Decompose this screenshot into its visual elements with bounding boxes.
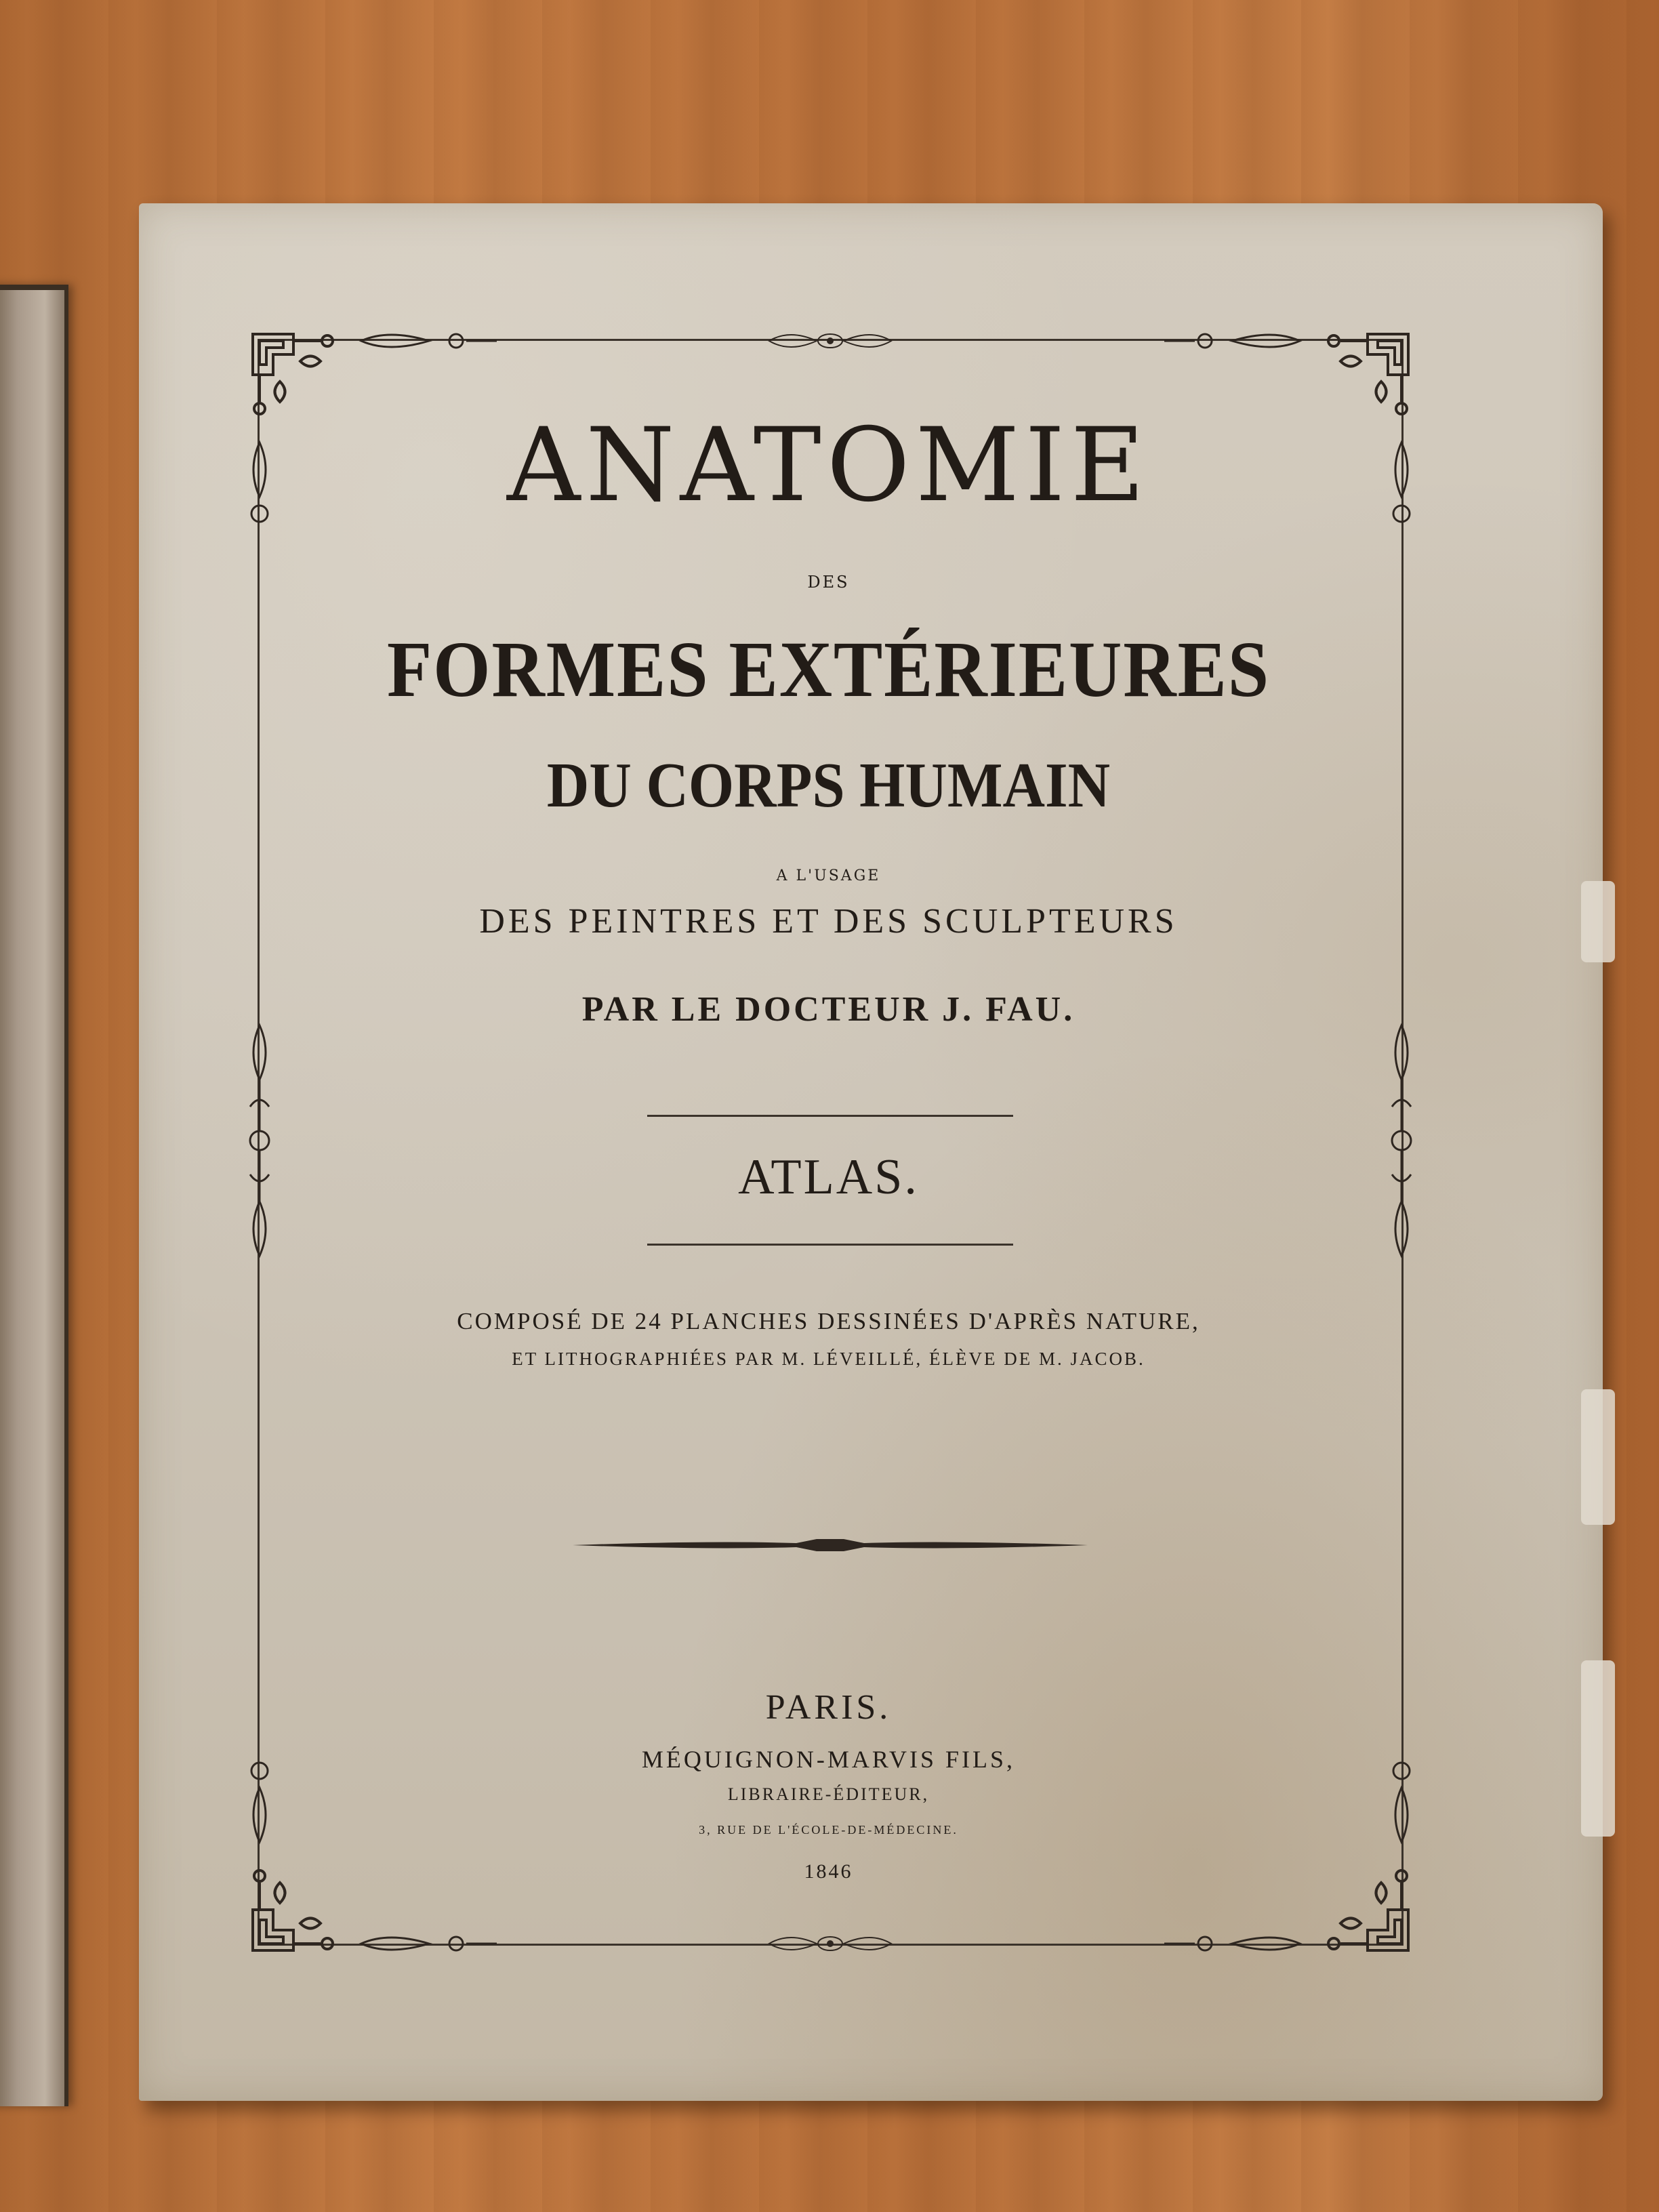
book-cover: [139, 203, 1603, 2101]
torn-edge: [1581, 1389, 1615, 1525]
torn-edge: [1581, 881, 1615, 962]
cover-publisher-role: LIBRAIRE-ÉDITEUR,: [727, 1784, 930, 1804]
cover-address: 3, RUE DE L'ÉCOLE-DE-MÉDECINE.: [699, 1823, 958, 1837]
scroll-ornament: [1388, 1019, 1415, 1263]
cover-subtitle: DES PEINTRES ET DES SCULPTEURS: [479, 902, 1178, 941]
scroll-ornament: [246, 1019, 273, 1263]
cover-usage: A L'USAGE: [776, 867, 881, 884]
scroll-ornament: [1158, 327, 1307, 354]
scroll-ornament: [1158, 1930, 1307, 1957]
cover-publisher: MÉQUIGNON-MARVIS FILS,: [641, 1746, 1016, 1773]
scroll-ornament: [756, 1930, 905, 1957]
cover-des: DES: [807, 573, 850, 592]
divider-rule: [647, 1244, 1013, 1246]
cover-compose-line2: ET LITHOGRAPHIÉES PAR M. LÉVEILLÉ, ÉLÈVE DE M. JACOB.: [512, 1349, 1145, 1369]
cover-title-line3: DU CORPS HUMAIN: [546, 750, 1111, 821]
scroll-ornament: [354, 327, 504, 354]
pen-divider-ornament: [573, 1535, 1088, 1555]
cover-title-line2: FORMES EXTÉRIEURES: [387, 625, 1270, 714]
cover-compose-line1: COMPOSÉ DE 24 PLANCHES DESSINÉES D'APRÈS NATURE,: [457, 1308, 1200, 1334]
cover-atlas: ATLAS.: [738, 1149, 919, 1205]
scroll-ornament: [354, 1930, 504, 1957]
cover-year: 1846: [804, 1860, 853, 1883]
adjacent-book: [0, 285, 68, 2106]
torn-edge: [1581, 1660, 1615, 1837]
cover-city: PARIS.: [765, 1688, 892, 1727]
cover-title: ANATOMIE: [506, 407, 1151, 525]
cover-author: PAR LE DOCTEUR J. FAU.: [581, 990, 1076, 1029]
scroll-ornament: [756, 327, 905, 354]
divider-rule: [647, 1115, 1013, 1117]
